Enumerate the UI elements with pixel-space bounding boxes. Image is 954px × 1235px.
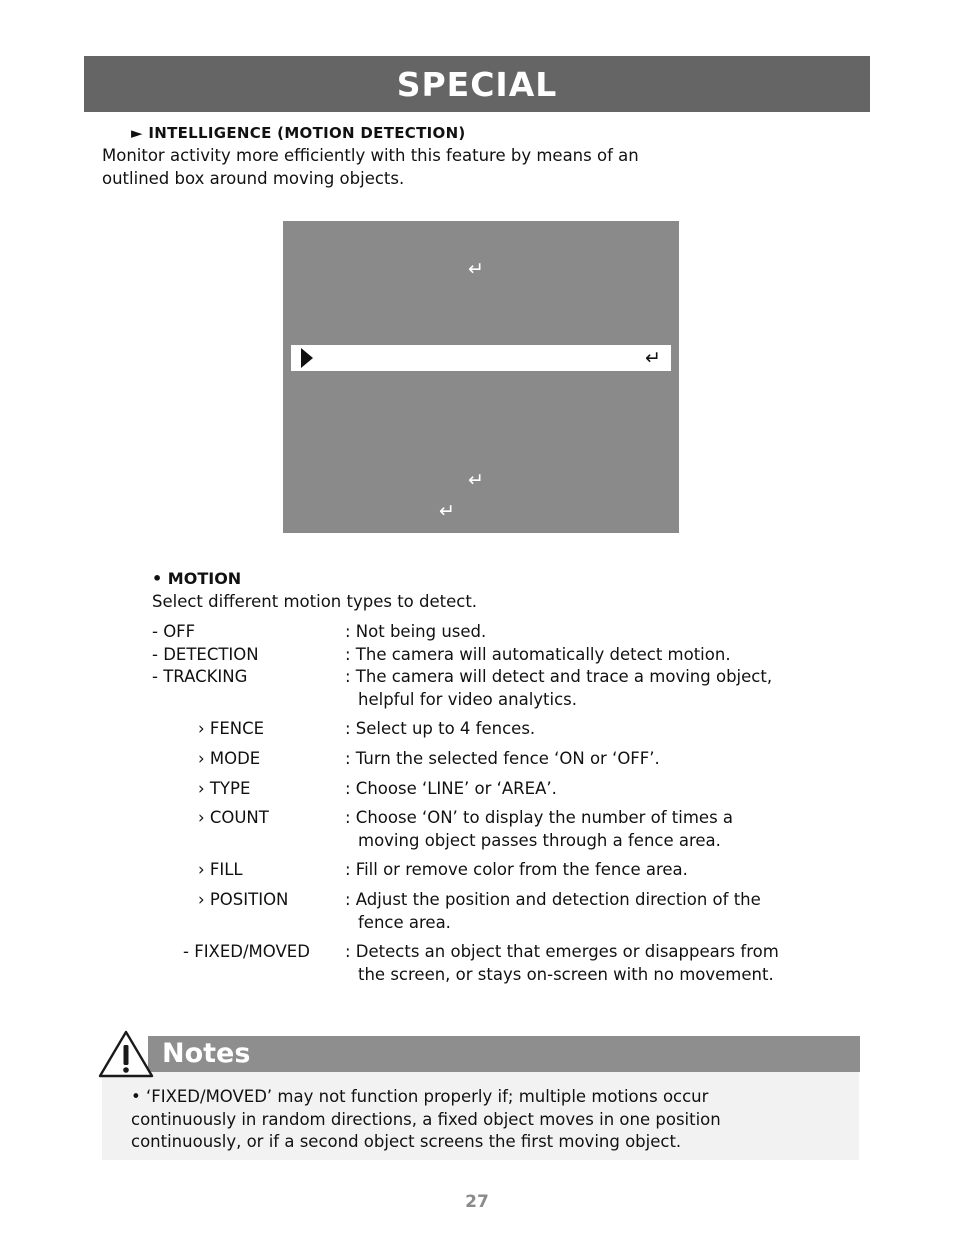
option-label-detection: - DETECTION <box>152 645 259 664</box>
option-desc-tracking-cont: helpful for video analytics. <box>358 690 578 709</box>
suboption-desc-type: : Choose ‘LINE’ or ‘AREA’. <box>345 779 557 798</box>
suboption-desc-fence: : Select up to 4 fences. <box>345 719 536 738</box>
suboption-desc-fill: : Fill or remove color from the fence area. <box>345 860 688 879</box>
option-desc-fixed-moved-cont: the screen, or stays on-screen with no movement. <box>358 965 774 984</box>
option-label-off: - OFF <box>152 622 196 641</box>
option-desc-detection: : The camera will automatically detect motion. <box>345 645 731 664</box>
enter-icon: ↵ <box>468 258 484 280</box>
suboption-label-type: › TYPE <box>198 779 251 798</box>
suboption-desc-mode: : Turn the selected fence ‘ON or ‘OFF’. <box>345 749 660 768</box>
suboption-label-count: › COUNT <box>198 808 269 827</box>
warning-icon <box>98 1030 154 1078</box>
notes-line-2: continuously in random directions, a fixed object moves in one position <box>131 1109 721 1129</box>
motion-description: Select different motion types to detect. <box>152 592 478 611</box>
option-label-fixed-moved: - FIXED/MOVED <box>183 942 310 961</box>
intro-line-1: Monitor activity more efficiently with this feature by means of an <box>102 146 639 165</box>
section-heading: ► INTELLIGENCE (MOTION DETECTION) <box>131 124 466 142</box>
notes-text <box>131 1086 721 1154</box>
enter-icon: ↵ <box>468 469 484 491</box>
intro-line-2: outlined box around moving objects. <box>102 169 405 188</box>
osd-menu-screenshot <box>283 221 679 533</box>
suboption-desc-position-cont: fence area. <box>358 913 451 932</box>
osd-selected-row <box>291 345 671 371</box>
suboption-label-position: › POSITION <box>198 890 289 909</box>
suboption-desc-count-cont: moving object passes through a fence area. <box>358 831 721 850</box>
notes-title: Notes <box>162 1038 251 1069</box>
enter-icon: ↵ <box>645 347 661 369</box>
page-title: SPECIAL <box>396 64 558 104</box>
motion-heading: • MOTION <box>152 569 242 588</box>
notes-line-3: continuously, or if a second object screens the first moving object. <box>131 1132 682 1151</box>
enter-icon: ↵ <box>439 500 455 522</box>
notes-title-bar <box>148 1036 860 1072</box>
suboption-label-fence: › FENCE <box>198 719 265 738</box>
page-number: 27 <box>465 1192 489 1212</box>
suboption-label-fill: › FILL <box>198 860 243 879</box>
option-desc-off: : Not being used. <box>345 622 487 641</box>
suboption-desc-position: : Adjust the position and detection direction of the <box>345 890 761 909</box>
suboption-desc-count: : Choose ‘ON’ to display the number of times a <box>345 808 734 827</box>
header-banner <box>84 56 870 112</box>
suboption-label-mode: › MODE <box>198 749 261 768</box>
option-desc-tracking: : The camera will detect and trace a moving object, <box>345 667 773 686</box>
notes-line-1: • ‘FIXED/MOVED’ may not function properly if; multiple motions occur <box>131 1087 709 1106</box>
option-label-tracking: - TRACKING <box>152 667 248 686</box>
option-desc-fixed-moved: : Detects an object that emerges or disappears from <box>345 942 779 961</box>
triangle-right-icon <box>301 348 313 368</box>
